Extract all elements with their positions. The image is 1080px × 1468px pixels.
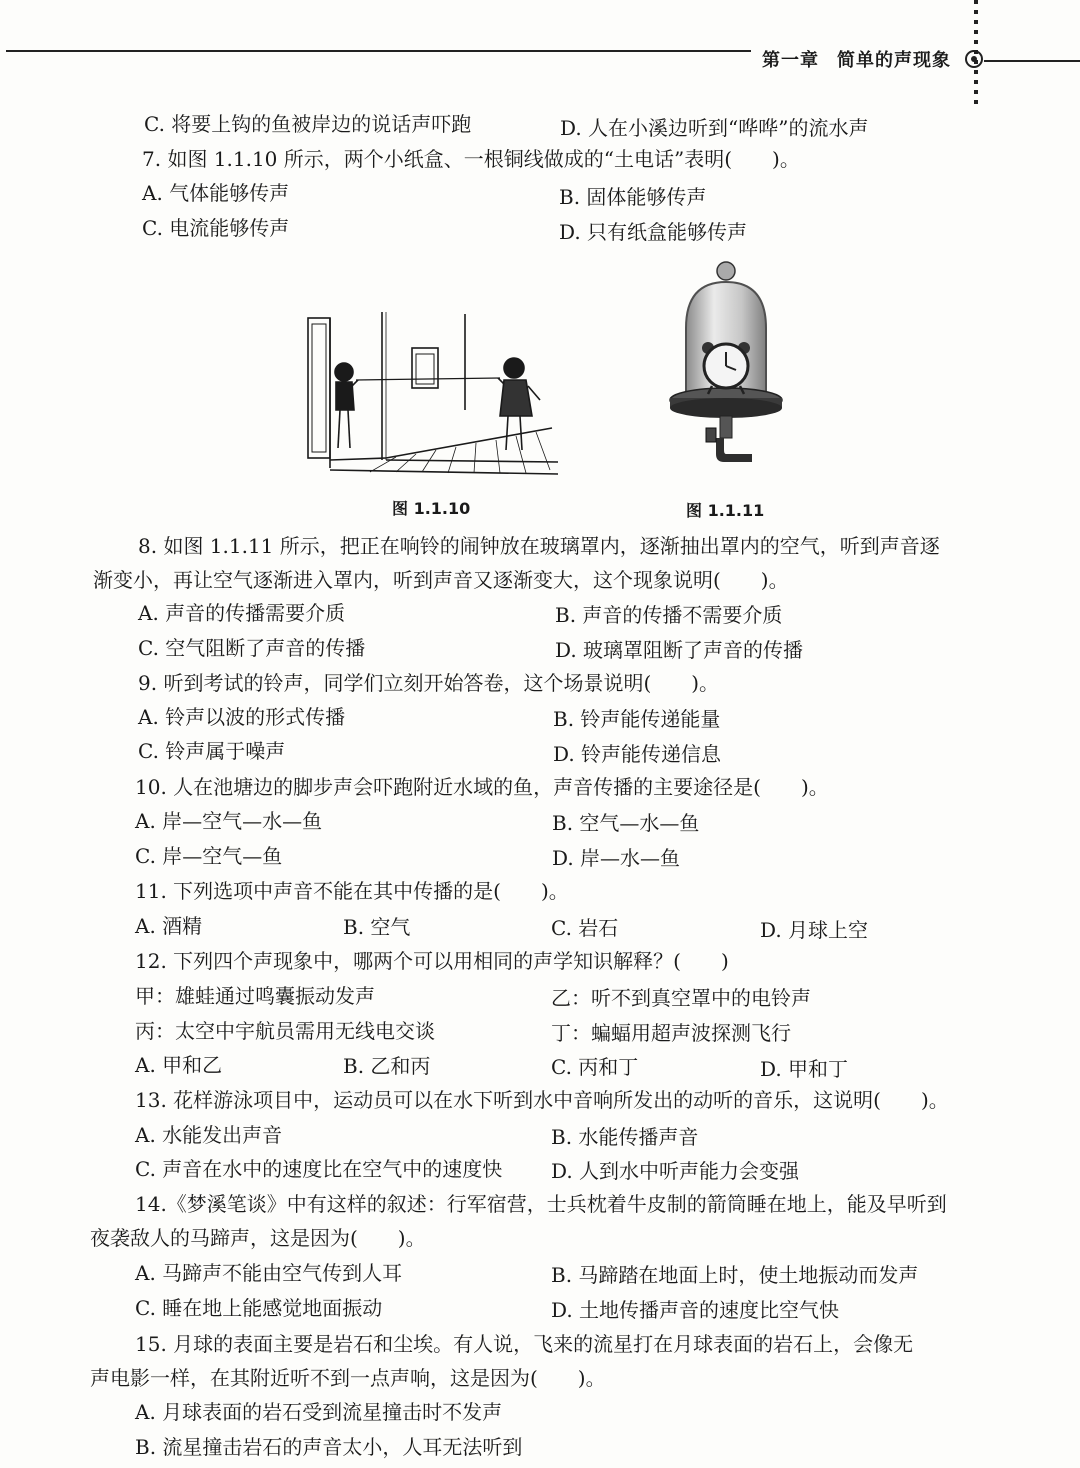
text-line-q7c: C. 电流能够传声 xyxy=(142,216,290,240)
text-line-q13b: B. 水能传播声音 xyxy=(551,1125,699,1149)
text-line-q12a3: C. 丙和丁 xyxy=(551,1055,639,1079)
text-line-q8: 8. 如图 1.1.11 所示，把正在响铃的闹钟放在玻璃罩内，逐渐抽出罩内的空气，听到声音逐 xyxy=(138,534,940,558)
text-line-q14: 14.《梦溪笔谈》中有这样的叙述：行军宿营，士兵枕着牛皮制的箭筒睡在地上，能及早听到 xyxy=(135,1192,947,1216)
text-line-q14a4: D. 土地传播声音的速度比空气快 xyxy=(551,1298,840,1322)
text-line-q10b: B. 空气—水—鱼 xyxy=(552,811,700,835)
text-line-q12d: 丁：蝙蝠用超声波探测飞行 xyxy=(551,1021,791,1045)
text-line-q8b: 渐变小，再让空气逐渐进入罩内，听到声音又逐渐变大，这个现象说明( )。 xyxy=(93,568,789,592)
header-bullet-icon xyxy=(965,50,983,68)
text-line-q10a: A. 岸—空气—水—鱼 xyxy=(135,809,323,833)
text-line-q11b: B. 空气 xyxy=(343,915,411,939)
header-rule-right xyxy=(984,60,1080,62)
text-line-q15b: 声电影一样，在其附近听不到一点声响，这是因为( )。 xyxy=(90,1366,606,1390)
text-line-q12a1: A. 甲和乙 xyxy=(135,1053,223,1077)
text-line-q11a: A. 酒精 xyxy=(135,914,203,938)
text-line-q7a: A. 气体能够传声 xyxy=(142,181,290,205)
text-line-q8a3: C. 空气阻断了声音的传播 xyxy=(138,636,366,660)
chapter-title: 简单的声现象 xyxy=(837,50,951,71)
text-line-q10c: C. 岸—空气—鱼 xyxy=(135,844,283,868)
text-line-q9b: B. 铃声能传递能量 xyxy=(553,707,721,731)
text-line-q9a: A. 铃声以波的形式传播 xyxy=(138,705,346,729)
text-line-q12y: 乙：听不到真空罩中的电铃声 xyxy=(551,986,811,1010)
text-line-q8a2: B. 声音的传播不需要介质 xyxy=(555,603,783,627)
text-line-q7b: B. 固体能够传声 xyxy=(559,185,707,209)
text-line-q15: 15. 月球的表面主要是岩石和尘埃。有人说，飞来的流星打在月球表面的岩石上，会像无 xyxy=(135,1332,914,1356)
text-line-q13d: D. 人到水中听声能力会变强 xyxy=(551,1159,800,1183)
text-line-q9: 9. 听到考试的铃声，同学们立刻开始答卷，这个场景说明( )。 xyxy=(138,671,720,695)
figure-caption-1-1-10: 图 1.1.10 xyxy=(392,499,471,518)
text-line-q9c: C. 铃声属于噪声 xyxy=(138,739,286,763)
text-line-q11d: D. 月球上空 xyxy=(760,918,869,942)
text-line-q14a1: A. 马蹄声不能由空气传到人耳 xyxy=(135,1261,403,1285)
text-line-q12j: 甲：雄蛙通过鸣囊振动发声 xyxy=(135,984,375,1008)
text-line-q12: 12. 下列四个声现象中，哪两个可以用相同的声学知识解释？( ) xyxy=(135,949,729,973)
text-line-q12a2: B. 乙和丙 xyxy=(343,1054,431,1078)
figure-tin-can-telephone xyxy=(300,310,562,478)
figure-bell-jar-clock xyxy=(664,258,792,472)
text-line-q12b: 丙：太空中宇航员需用无线电交谈 xyxy=(135,1019,435,1043)
text-line-q14a3: C. 睡在地上能感觉地面振动 xyxy=(135,1296,383,1320)
text-line-q9d: D. 铃声能传递信息 xyxy=(553,742,722,766)
text-line-q15a1: A. 月球表面的岩石受到流星撞击时不发声 xyxy=(135,1400,503,1424)
text-line-q7d: D. 只有纸盒能够传声 xyxy=(559,220,748,244)
text-line-q12a4: D. 甲和丁 xyxy=(760,1057,849,1081)
text-line-q6c: C. 将要上钩的鱼被岸边的说话声吓跑 xyxy=(144,112,472,136)
text-line-q13a: A. 水能发出声音 xyxy=(135,1123,283,1147)
text-line-q6d: D. 人在小溪边听到“哗哗”的流水声 xyxy=(560,116,869,140)
figure-caption-1-1-11: 图 1.1.11 xyxy=(686,501,765,520)
text-line-q11c: C. 岩石 xyxy=(551,916,619,940)
text-line-q10: 10. 人在池塘边的脚步声会吓跑附近水域的鱼，声音传播的主要途径是( )。 xyxy=(135,775,829,799)
text-line-q7: 7. 如图 1.1.10 所示，两个小纸盒、一根铜线做成的“土电话”表明( )。 xyxy=(142,147,800,171)
text-line-q13: 13. 花样游泳项目中，运动员可以在水下听到水中音响所发出的动听的音乐，这说明( )。 xyxy=(135,1088,949,1112)
text-line-q14a2: B. 马蹄踏在地面上时，使土地振动而发声 xyxy=(551,1263,919,1287)
text-line-q8a1: A. 声音的传播需要介质 xyxy=(138,601,346,625)
text-line-q10d: D. 岸—水—鱼 xyxy=(552,846,681,870)
text-line-q15a2: B. 流星撞击岩石的声音太小，人耳无法听到 xyxy=(135,1435,523,1459)
text-line-q13c: C. 声音在水中的速度比在空气中的速度快 xyxy=(135,1157,503,1181)
chapter-label: 第一章 xyxy=(762,50,819,71)
text-line-q11: 11. 下列选项中声音不能在其中传播的是( )。 xyxy=(135,879,569,903)
header-rule-left xyxy=(6,50,751,52)
text-line-q8a4: D. 玻璃罩阻断了声音的传播 xyxy=(555,638,804,662)
running-header xyxy=(762,46,951,72)
text-line-q14b: 夜袭敌人的马蹄声，这是因为( )。 xyxy=(90,1226,426,1250)
